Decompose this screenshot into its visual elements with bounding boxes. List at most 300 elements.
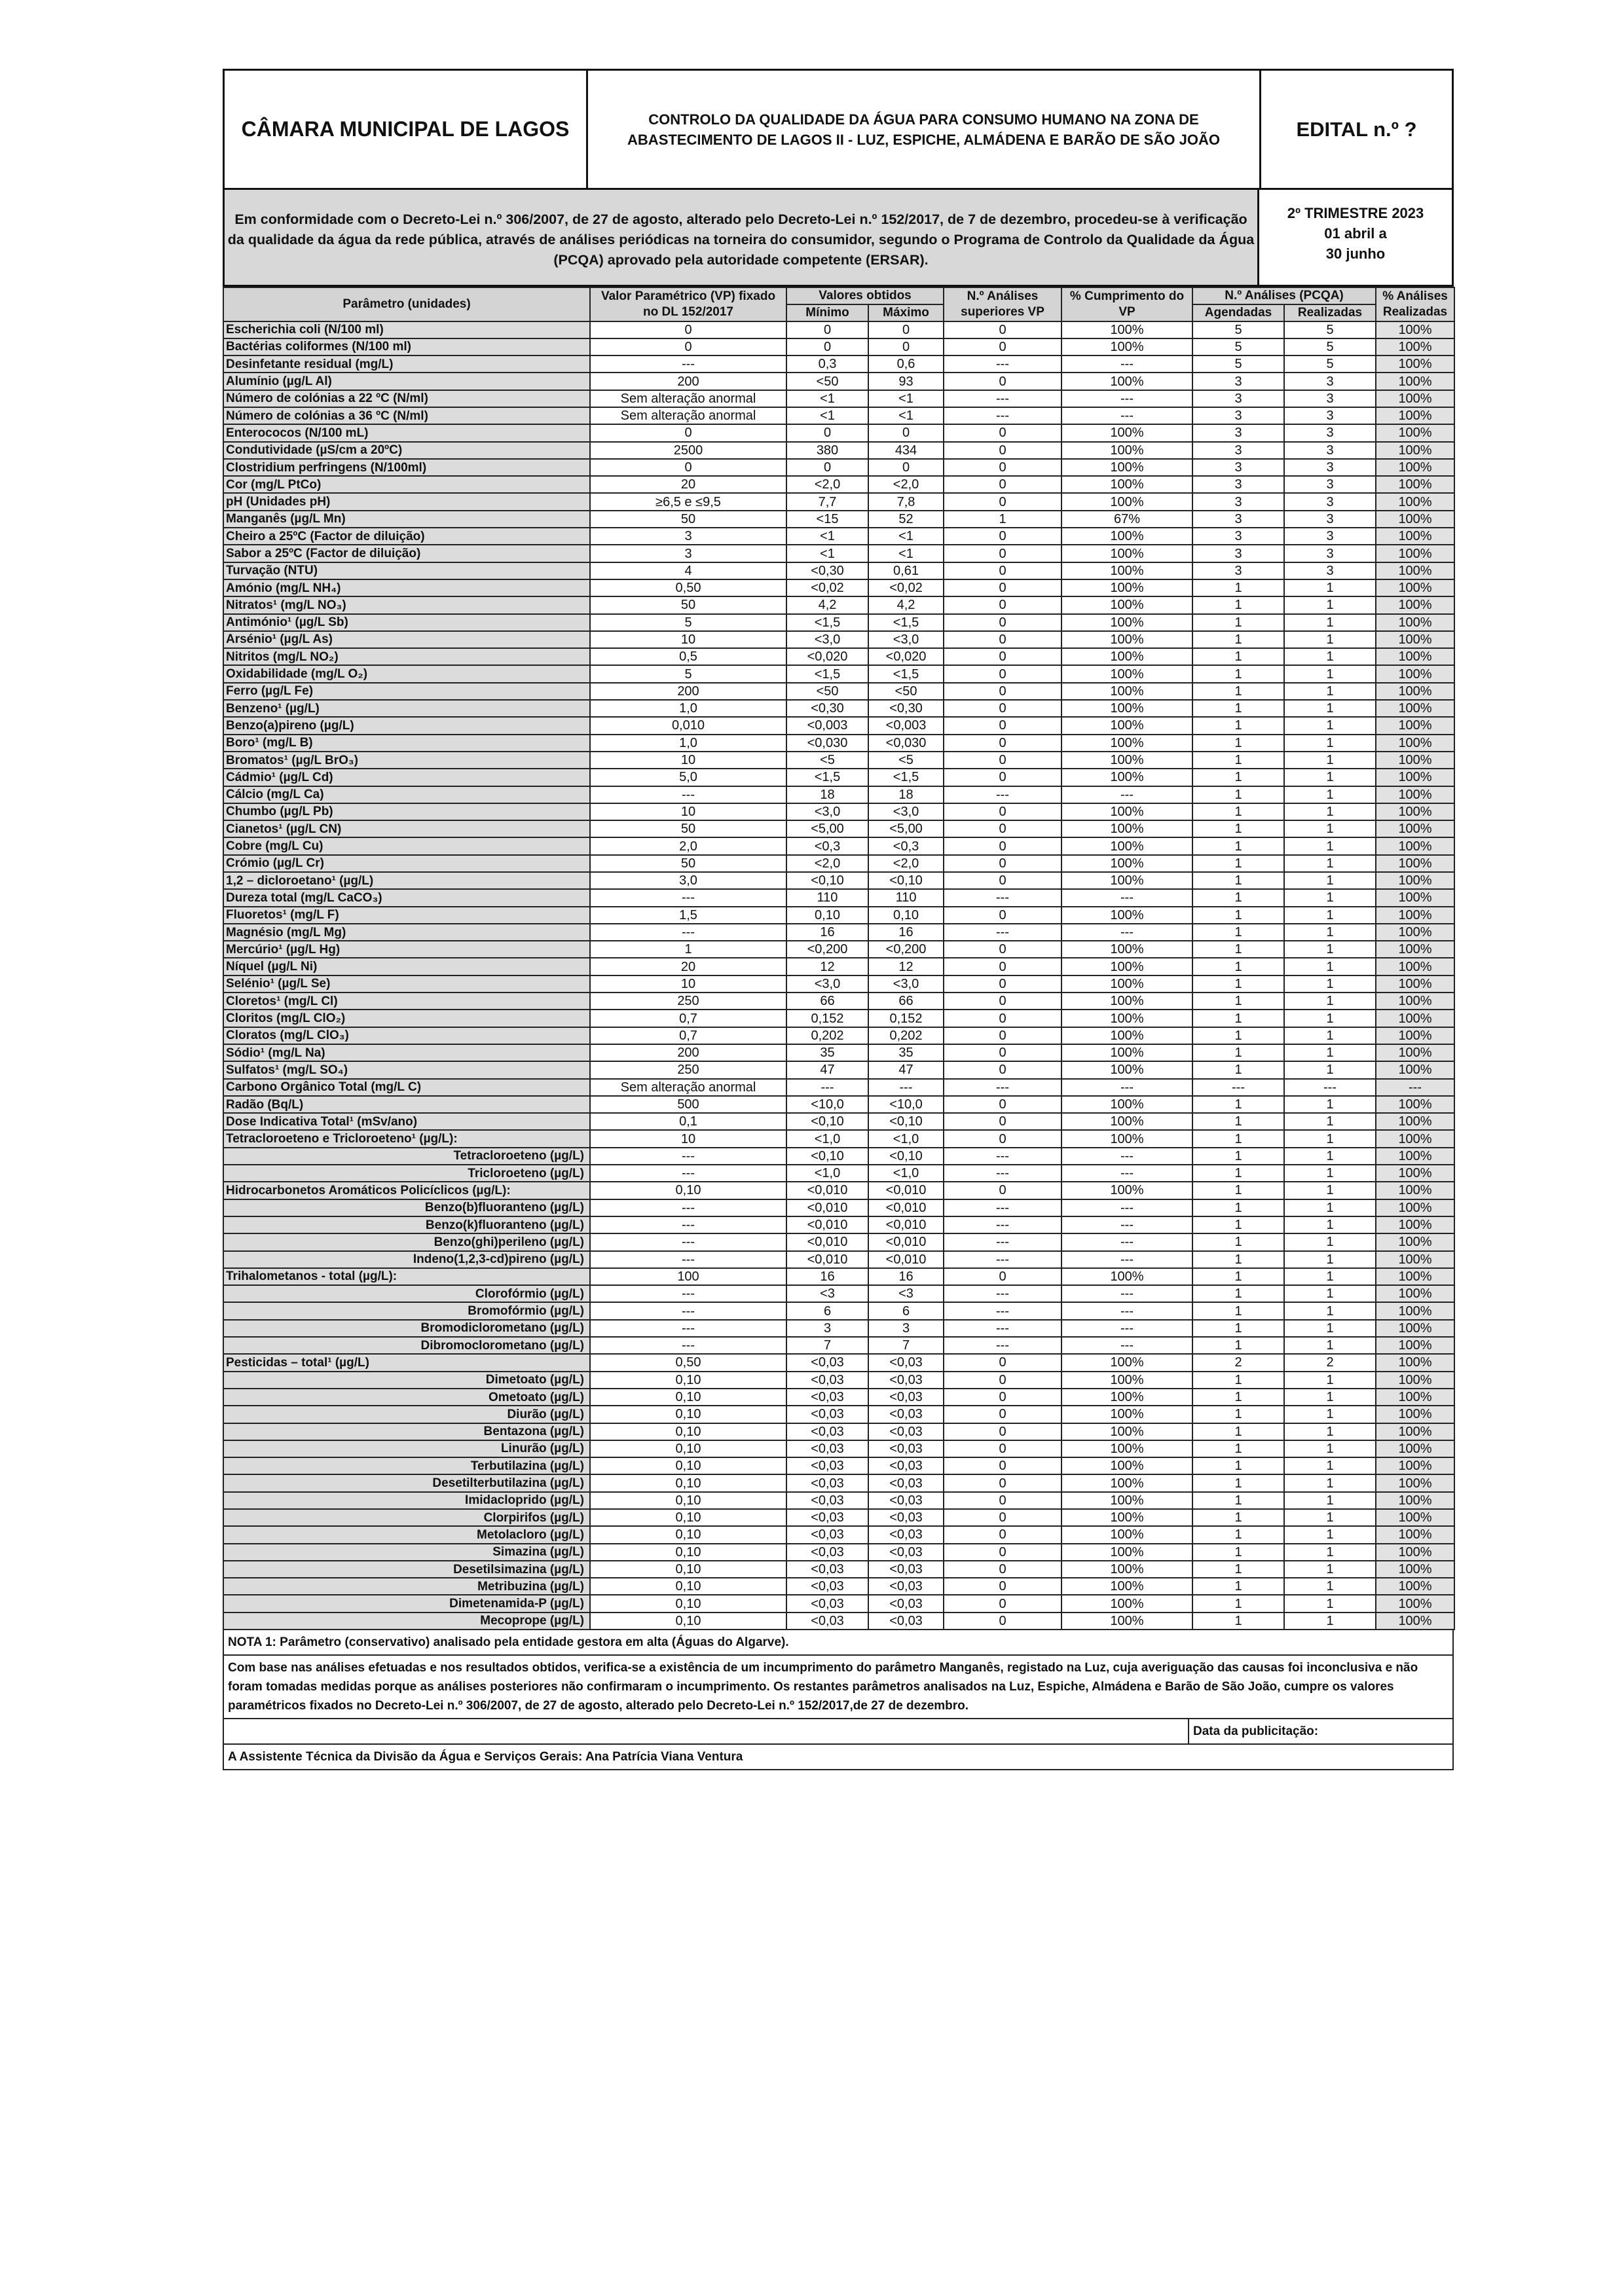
scheduled-cell: 3 — [1192, 424, 1284, 441]
param-cell: Número de colónias a 22 ºC (N/ml) — [223, 390, 590, 407]
pct-done-cell: 100% — [1376, 1509, 1454, 1526]
vp-cell: 0,10 — [590, 1423, 786, 1440]
max-cell: <3,0 — [868, 803, 944, 820]
done-cell: 1 — [1284, 1268, 1376, 1285]
min-cell: 7 — [786, 1337, 868, 1354]
min-cell: 16 — [786, 924, 868, 941]
above-vp-cell: --- — [944, 1285, 1061, 1302]
vp-cell: 250 — [590, 1061, 786, 1078]
above-vp-cell: 0 — [944, 631, 1061, 648]
compliance-cell: 100% — [1061, 1061, 1192, 1078]
max-cell: <1,0 — [868, 1165, 944, 1182]
pct-done-cell: 100% — [1376, 889, 1454, 906]
param-cell: Níquel (µg/L Ni) — [223, 958, 590, 975]
table-row — [223, 1440, 1454, 1457]
min-cell: <50 — [786, 683, 868, 700]
publication-date: Data da publicitação: — [1193, 1724, 1319, 1739]
min-cell: <0,03 — [786, 1474, 868, 1491]
above-vp-cell: 0 — [944, 993, 1061, 1010]
table-row — [223, 459, 1454, 476]
above-vp-cell: 0 — [944, 1474, 1061, 1491]
scheduled-cell: 3 — [1192, 562, 1284, 579]
compliance-cell: 100% — [1061, 631, 1192, 648]
table-row — [223, 1096, 1454, 1113]
done-cell: 1 — [1284, 1320, 1376, 1337]
param-cell: Metribuzina (µg/L) — [223, 1578, 590, 1595]
done-cell: 1 — [1284, 752, 1376, 769]
min-cell: 0 — [786, 459, 868, 476]
pct-done-cell: 100% — [1376, 1061, 1454, 1078]
scheduled-cell: 1 — [1192, 820, 1284, 837]
max-cell: <0,003 — [868, 717, 944, 734]
pct-done-cell: 100% — [1376, 837, 1454, 854]
vp-cell: 200 — [590, 1044, 786, 1061]
compliance-cell: 100% — [1061, 1423, 1192, 1440]
scheduled-cell: 1 — [1192, 803, 1284, 820]
compliance-cell: --- — [1061, 1199, 1192, 1216]
done-cell: 3 — [1284, 493, 1376, 510]
table-row — [223, 1233, 1454, 1250]
vp-cell: 0,010 — [590, 717, 786, 734]
pct-done-cell: 100% — [1376, 511, 1454, 528]
max-cell: <0,03 — [868, 1613, 944, 1630]
vp-cell: --- — [590, 1251, 786, 1268]
max-cell: <0,010 — [868, 1251, 944, 1268]
table-row — [223, 1423, 1454, 1440]
max-cell: <3,0 — [868, 975, 944, 993]
min-cell: <2,0 — [786, 855, 868, 872]
min-cell: <0,03 — [786, 1613, 868, 1630]
scheduled-cell: 1 — [1192, 1423, 1284, 1440]
col-header-max: Máximo — [868, 304, 944, 321]
param-cell: Turvação (NTU) — [223, 562, 590, 579]
min-cell: 7,7 — [786, 493, 868, 510]
vp-cell: 0,10 — [590, 1389, 786, 1406]
compliance-cell: 100% — [1061, 941, 1192, 958]
table-row — [223, 872, 1454, 889]
above-vp-cell: 0 — [944, 1492, 1061, 1509]
table-row — [223, 1182, 1454, 1199]
vp-cell: 200 — [590, 373, 786, 390]
pct-done-cell: 100% — [1376, 1320, 1454, 1337]
param-cell: Desetilterbutilazina (µg/L) — [223, 1474, 590, 1491]
vp-cell: 3,0 — [590, 872, 786, 889]
max-cell: <1,5 — [868, 665, 944, 682]
max-cell: 7 — [868, 1337, 944, 1354]
max-cell: 12 — [868, 958, 944, 975]
pct-done-cell: 100% — [1376, 820, 1454, 837]
compliance-cell: 67% — [1061, 511, 1192, 528]
table-row — [223, 596, 1454, 613]
above-vp-cell: 0 — [944, 1096, 1061, 1113]
max-cell: 0 — [868, 338, 944, 355]
max-cell: <0,30 — [868, 700, 944, 717]
vp-cell: 5 — [590, 665, 786, 682]
scheduled-cell: 1 — [1192, 631, 1284, 648]
max-cell: 0 — [868, 321, 944, 338]
compliance-cell: --- — [1061, 1233, 1192, 1250]
col-header-compliance: % Cumprimento do VP — [1061, 287, 1192, 321]
param-cell: Alumínio (µg/L Al) — [223, 373, 590, 390]
param-cell: Oxidabilidade (mg/L O₂) — [223, 665, 590, 682]
vp-cell: 0,10 — [590, 1595, 786, 1612]
above-vp-cell: 0 — [944, 665, 1061, 682]
done-cell: 1 — [1284, 648, 1376, 665]
min-cell: <0,03 — [786, 1492, 868, 1509]
table-row — [223, 924, 1454, 941]
scheduled-cell: 5 — [1192, 355, 1284, 373]
scheduled-cell: 1 — [1192, 683, 1284, 700]
pct-done-cell: 100% — [1376, 1440, 1454, 1457]
vp-cell: 0,10 — [590, 1182, 786, 1199]
vp-cell: Sem alteração anormal — [590, 407, 786, 424]
compliance-cell: 100% — [1061, 1044, 1192, 1061]
pct-done-cell: 100% — [1376, 1216, 1454, 1233]
max-cell: <0,03 — [868, 1457, 944, 1474]
done-cell: 1 — [1284, 1578, 1376, 1595]
min-cell: <0,03 — [786, 1457, 868, 1474]
scheduled-cell: 1 — [1192, 993, 1284, 1010]
min-cell: <3,0 — [786, 631, 868, 648]
pct-done-cell: 100% — [1376, 1165, 1454, 1182]
done-cell: 1 — [1284, 855, 1376, 872]
min-cell: 0,202 — [786, 1027, 868, 1044]
scheduled-cell: 1 — [1192, 1199, 1284, 1216]
scheduled-cell: 1 — [1192, 1233, 1284, 1250]
max-cell: <0,030 — [868, 735, 944, 752]
table-row — [223, 493, 1454, 510]
vp-cell: 0 — [590, 424, 786, 441]
table-row — [223, 390, 1454, 407]
pct-done-cell: 100% — [1376, 1578, 1454, 1595]
table-row — [223, 820, 1454, 837]
compliance-cell: 100% — [1061, 803, 1192, 820]
compliance-cell: 100% — [1061, 683, 1192, 700]
compliance-cell: --- — [1061, 390, 1192, 407]
above-vp-cell: --- — [944, 1320, 1061, 1337]
above-vp-cell: --- — [944, 390, 1061, 407]
vp-cell: 0,10 — [590, 1440, 786, 1457]
param-cell: Ometoato (µg/L) — [223, 1389, 590, 1406]
scheduled-cell: 1 — [1192, 1216, 1284, 1233]
pct-done-cell: 100% — [1376, 1302, 1454, 1319]
above-vp-cell: 0 — [944, 1044, 1061, 1061]
table-row — [223, 1544, 1454, 1561]
vp-cell: 0,1 — [590, 1113, 786, 1130]
vp-cell: 0,10 — [590, 1578, 786, 1595]
pct-done-cell: 100% — [1376, 786, 1454, 803]
max-cell: 16 — [868, 1268, 944, 1285]
done-cell: 5 — [1284, 355, 1376, 373]
table-row — [223, 1285, 1454, 1302]
done-cell: 1 — [1284, 1595, 1376, 1612]
vp-cell: --- — [590, 1165, 786, 1182]
compliance-cell: 100% — [1061, 1389, 1192, 1406]
compliance-cell: 100% — [1061, 528, 1192, 545]
above-vp-cell: 0 — [944, 769, 1061, 786]
param-cell: Manganês (µg/L Mn) — [223, 511, 590, 528]
scheduled-cell: 1 — [1192, 855, 1284, 872]
max-cell: 93 — [868, 373, 944, 390]
max-cell: <10,0 — [868, 1096, 944, 1113]
param-cell: Trihalometanos - total (µg/L): — [223, 1268, 590, 1285]
compliance-cell: --- — [1061, 786, 1192, 803]
max-cell: 434 — [868, 442, 944, 459]
table-row — [223, 1457, 1454, 1474]
pct-done-cell: 100% — [1376, 975, 1454, 993]
scheduled-cell: 3 — [1192, 545, 1284, 562]
above-vp-cell: 0 — [944, 424, 1061, 441]
above-vp-cell: --- — [944, 355, 1061, 373]
compliance-cell: 100% — [1061, 493, 1192, 510]
vp-cell: --- — [590, 1148, 786, 1165]
above-vp-cell: 0 — [944, 1423, 1061, 1440]
compliance-cell: 100% — [1061, 1509, 1192, 1526]
max-cell: <0,010 — [868, 1182, 944, 1199]
pct-done-cell: 100% — [1376, 614, 1454, 631]
above-vp-cell: 0 — [944, 476, 1061, 493]
scheduled-cell: 2 — [1192, 1354, 1284, 1371]
compliance-cell: 100% — [1061, 338, 1192, 355]
pct-done-cell: 100% — [1376, 1337, 1454, 1354]
min-cell: <0,03 — [786, 1544, 868, 1561]
param-cell: Crómio (µg/L Cr) — [223, 855, 590, 872]
param-cell: Tricloroeteno (µg/L) — [223, 1165, 590, 1182]
above-vp-cell: 0 — [944, 1509, 1061, 1526]
scheduled-cell: 1 — [1192, 872, 1284, 889]
above-vp-cell: --- — [944, 1337, 1061, 1354]
pct-done-cell: 100% — [1376, 442, 1454, 459]
publication-row — [224, 1719, 1452, 1745]
min-cell: 0 — [786, 321, 868, 338]
scheduled-cell: 1 — [1192, 1457, 1284, 1474]
done-cell: 1 — [1284, 1509, 1376, 1526]
scheduled-cell: 3 — [1192, 390, 1284, 407]
vp-cell: 500 — [590, 1096, 786, 1113]
param-cell: Boro¹ (mg/L B) — [223, 735, 590, 752]
compliance-cell: 100% — [1061, 837, 1192, 854]
done-cell: 1 — [1284, 820, 1376, 837]
vp-cell: --- — [590, 786, 786, 803]
done-cell: 1 — [1284, 889, 1376, 906]
scheduled-cell: 3 — [1192, 511, 1284, 528]
done-cell: 1 — [1284, 1182, 1376, 1199]
pct-done-cell: 100% — [1376, 907, 1454, 924]
vp-cell: 200 — [590, 683, 786, 700]
pct-done-cell: 100% — [1376, 390, 1454, 407]
done-cell: 3 — [1284, 545, 1376, 562]
above-vp-cell: 0 — [944, 338, 1061, 355]
scheduled-cell: 1 — [1192, 1389, 1284, 1406]
param-cell: Bentazona (µg/L) — [223, 1423, 590, 1440]
above-vp-cell: --- — [944, 1302, 1061, 1319]
min-cell: --- — [786, 1079, 868, 1096]
param-cell: Nitratos¹ (mg/L NO₃) — [223, 596, 590, 613]
above-vp-cell: 0 — [944, 1130, 1061, 1147]
done-cell: 1 — [1284, 1096, 1376, 1113]
scheduled-cell: 1 — [1192, 1372, 1284, 1389]
pct-done-cell: 100% — [1376, 1389, 1454, 1406]
param-cell: Magnésio (mg/L Mg) — [223, 924, 590, 941]
table-row — [223, 1526, 1454, 1543]
min-cell: <0,003 — [786, 717, 868, 734]
compliance-cell: --- — [1061, 1148, 1192, 1165]
vp-cell: --- — [590, 1285, 786, 1302]
above-vp-cell: 0 — [944, 1544, 1061, 1561]
conclusion-text: Com base nas análises efetuadas e nos resultados obtidos, verifica-se a existência de um incumprimento do parâmetro Manganês, registado na Luz, cuja averiguação das causas foi inconclusiva e não foram tomadas medidas porque as análises posteriores não confirmaram o incumprimento. Os restantes parâmetros analisados na Luz, Espiche, Almádena e Barão de São João, cumpre os valores paramétricos fixados no Decreto-Lei n.º 306/2007, de 27 de agosto, alterado pelo Decreto-Lei n.º 152/2017,de 27 de dezembro. — [224, 1656, 1452, 1719]
min-cell: 47 — [786, 1061, 868, 1078]
param-cell: Bromodiclorometano (µg/L) — [223, 1320, 590, 1337]
vp-cell: 250 — [590, 993, 786, 1010]
compliance-cell: 100% — [1061, 1457, 1192, 1474]
vp-cell: 0,5 — [590, 648, 786, 665]
table-row — [223, 803, 1454, 820]
scheduled-cell: 1 — [1192, 1337, 1284, 1354]
above-vp-cell: 0 — [944, 1027, 1061, 1044]
compliance-cell: --- — [1061, 407, 1192, 424]
min-cell: 0 — [786, 424, 868, 441]
above-vp-cell: 0 — [944, 321, 1061, 338]
done-cell: 3 — [1284, 390, 1376, 407]
param-cell: Arsénio¹ (µg/L As) — [223, 631, 590, 648]
pct-done-cell: 100% — [1376, 1027, 1454, 1044]
done-cell: 1 — [1284, 1440, 1376, 1457]
done-cell: 1 — [1284, 769, 1376, 786]
max-cell: <5 — [868, 752, 944, 769]
done-cell: 5 — [1284, 338, 1376, 355]
scheduled-cell: 1 — [1192, 735, 1284, 752]
param-cell: Dureza total (mg/L CaCO₃) — [223, 889, 590, 906]
vp-cell: 10 — [590, 975, 786, 993]
max-cell: <2,0 — [868, 855, 944, 872]
results-table — [223, 287, 1455, 1630]
table-row — [223, 1354, 1454, 1371]
above-vp-cell: 0 — [944, 1389, 1061, 1406]
notes-section — [223, 1630, 1454, 1770]
done-cell: 1 — [1284, 1613, 1376, 1630]
above-vp-cell: 0 — [944, 958, 1061, 975]
done-cell: 1 — [1284, 614, 1376, 631]
scheduled-cell: 1 — [1192, 1113, 1284, 1130]
done-cell: 1 — [1284, 683, 1376, 700]
param-cell: Tetracloroeteno e Tricloroeteno¹ (µg/L): — [223, 1130, 590, 1147]
table-row — [223, 407, 1454, 424]
compliance-cell: --- — [1061, 1165, 1192, 1182]
param-cell: Clorofórmio (µg/L) — [223, 1285, 590, 1302]
done-cell: 1 — [1284, 596, 1376, 613]
max-cell: <0,010 — [868, 1216, 944, 1233]
col-header-scheduled: Agendadas — [1192, 304, 1284, 321]
scheduled-cell: 3 — [1192, 459, 1284, 476]
param-cell: Clorpirifos (µg/L) — [223, 1509, 590, 1526]
scheduled-cell: 1 — [1192, 769, 1284, 786]
compliance-cell: 100% — [1061, 1354, 1192, 1371]
param-cell: Metolacloro (µg/L) — [223, 1526, 590, 1543]
scheduled-cell: 1 — [1192, 907, 1284, 924]
above-vp-cell: --- — [944, 1165, 1061, 1182]
pct-done-cell: 100% — [1376, 355, 1454, 373]
vp-cell: 0,10 — [590, 1474, 786, 1491]
vp-cell: --- — [590, 1320, 786, 1337]
compliance-cell: 100% — [1061, 855, 1192, 872]
table-row — [223, 321, 1454, 338]
done-cell: 1 — [1284, 1372, 1376, 1389]
vp-cell: 20 — [590, 958, 786, 975]
vp-cell: 0,7 — [590, 1010, 786, 1027]
min-cell: 3 — [786, 1320, 868, 1337]
compliance-cell: --- — [1061, 1320, 1192, 1337]
compliance-cell: 100% — [1061, 735, 1192, 752]
param-cell: Cianetos¹ (µg/L CN) — [223, 820, 590, 837]
min-cell: <0,10 — [786, 1113, 868, 1130]
min-cell: <0,03 — [786, 1440, 868, 1457]
done-cell: 3 — [1284, 562, 1376, 579]
above-vp-cell: 0 — [944, 1354, 1061, 1371]
edital-document — [223, 69, 1454, 1770]
param-cell: Sulfatos¹ (mg/L SO₄) — [223, 1061, 590, 1078]
table-row — [223, 1492, 1454, 1509]
param-cell: Dimetenamida-P (µg/L) — [223, 1595, 590, 1612]
param-cell: Selénio¹ (µg/L Se) — [223, 975, 590, 993]
above-vp-cell: 0 — [944, 562, 1061, 579]
param-cell: Hidrocarbonetos Aromáticos Policíclicos (µg/L): — [223, 1182, 590, 1199]
compliance-cell: 100% — [1061, 769, 1192, 786]
param-cell: Nitritos (mg/L NO₂) — [223, 648, 590, 665]
compliance-cell: --- — [1061, 1285, 1192, 1302]
municipality-name: CÂMARA MUNICIPAL DE LAGOS — [225, 71, 588, 188]
min-cell: 16 — [786, 1268, 868, 1285]
done-cell: --- — [1284, 1079, 1376, 1096]
min-cell: <0,10 — [786, 1148, 868, 1165]
min-cell: <0,03 — [786, 1389, 868, 1406]
vp-cell: 3 — [590, 528, 786, 545]
param-cell: 1,2 – dicloroetano¹ (µg/L) — [223, 872, 590, 889]
pct-done-cell: 100% — [1376, 803, 1454, 820]
above-vp-cell: 0 — [944, 683, 1061, 700]
max-cell: <0,010 — [868, 1233, 944, 1250]
min-cell: <1,5 — [786, 769, 868, 786]
results-table-body — [223, 321, 1454, 1630]
min-cell: 35 — [786, 1044, 868, 1061]
table-row — [223, 631, 1454, 648]
table-row — [223, 373, 1454, 390]
param-cell: Mecoprope (µg/L) — [223, 1613, 590, 1630]
scheduled-cell: 1 — [1192, 1613, 1284, 1630]
min-cell: <2,0 — [786, 476, 868, 493]
above-vp-cell: 0 — [944, 820, 1061, 837]
pct-done-cell: 100% — [1376, 648, 1454, 665]
max-cell: <0,03 — [868, 1474, 944, 1491]
param-cell: Bactérias coliformes (N/100 ml) — [223, 338, 590, 355]
pct-done-cell: 100% — [1376, 321, 1454, 338]
scheduled-cell: 1 — [1192, 1010, 1284, 1027]
vp-cell: 2,0 — [590, 837, 786, 854]
pct-done-cell: 100% — [1376, 1096, 1454, 1113]
min-cell: <0,30 — [786, 700, 868, 717]
max-cell: <0,03 — [868, 1561, 944, 1578]
above-vp-cell: 0 — [944, 648, 1061, 665]
col-header-analyses: N.º Análises (PCQA) — [1192, 287, 1376, 304]
table-row — [223, 700, 1454, 717]
max-cell: <3,0 — [868, 631, 944, 648]
table-row — [223, 941, 1454, 958]
above-vp-cell: --- — [944, 1216, 1061, 1233]
compliance-cell: 100% — [1061, 1182, 1192, 1199]
compliance-cell: --- — [1061, 1337, 1192, 1354]
table-row — [223, 1061, 1454, 1078]
done-cell: 1 — [1284, 1406, 1376, 1423]
scheduled-cell: 1 — [1192, 648, 1284, 665]
